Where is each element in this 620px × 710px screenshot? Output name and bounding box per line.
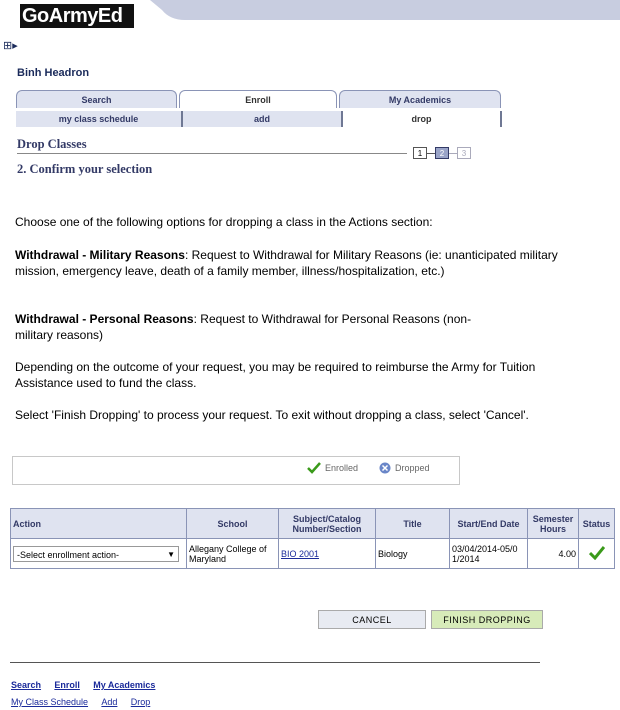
instructions-intro: Choose one of the following options for dropping a class in the Actions section: xyxy=(15,215,433,229)
tab-my-academics[interactable]: My Academics xyxy=(339,90,501,108)
tab-search[interactable]: Search xyxy=(16,90,177,108)
footer-link-add[interactable]: Add xyxy=(101,697,118,707)
dropdown-arrow-icon: ▼ xyxy=(167,549,175,559)
col-action: Action xyxy=(11,509,187,539)
cancel-button[interactable]: CANCEL xyxy=(318,610,426,629)
dates-cell: 03/04/2014-05/01/2014 xyxy=(450,539,528,569)
personal-reasons-text xyxy=(15,311,485,343)
enrollment-action-select[interactable] xyxy=(13,546,179,562)
user-name: Binh Headron xyxy=(17,67,90,79)
table-header-row xyxy=(11,509,615,539)
enrolled-status-icon xyxy=(589,546,605,560)
subtab-my-class-schedule[interactable]: my class schedule xyxy=(16,111,183,127)
footer-nav-primary xyxy=(11,675,155,693)
school-cell: Allegany College of Maryland xyxy=(187,539,279,569)
subtab-drop[interactable]: drop xyxy=(343,111,502,127)
military-reasons-desc: : Request to Withdrawal for Military Reasons (ie: unanticipated military mission, emergency leave, death of a family member, illness/hospitalization, etc.) xyxy=(15,248,558,278)
subject-link[interactable]: BIO 2001 xyxy=(281,548,320,559)
enrollment-table xyxy=(10,508,615,569)
reimburse-note: Depending on the outcome of your request, you may be required to reimburse the Army for Tuition Assistance used to fund the class. xyxy=(15,360,536,390)
military-reasons-label: Withdrawal - Military Reasons xyxy=(15,248,185,262)
step-subtitle: 2. Confirm your selection xyxy=(17,162,153,176)
military-reasons-text xyxy=(15,247,565,279)
col-subject: Subject/Catalog Number/Section xyxy=(279,509,376,539)
hours-cell: 4.00 xyxy=(528,539,579,569)
finish-dropping-button[interactable]: FINISH DROPPING xyxy=(431,610,543,629)
table-row xyxy=(11,539,615,569)
step-1: 1 xyxy=(413,147,427,159)
legend-dropped: Dropped xyxy=(395,463,430,473)
footer-link-drop[interactable]: Drop xyxy=(130,697,151,707)
footer-link-enroll[interactable]: Enroll xyxy=(54,680,80,690)
dropped-x-icon xyxy=(379,462,391,474)
page-title: Drop Classes xyxy=(17,137,87,151)
subject-cell xyxy=(279,539,376,569)
title-cell: Biology xyxy=(376,539,450,569)
step-3: 3 xyxy=(457,147,471,159)
footer-link-search[interactable]: Search xyxy=(11,680,42,690)
status-cell xyxy=(579,539,615,569)
footer-nav-secondary xyxy=(11,692,150,710)
goarmyed-logo[interactable]: GoArmyEd xyxy=(20,4,134,28)
col-status: Status xyxy=(579,509,615,539)
col-school: School xyxy=(187,509,279,539)
step-connector xyxy=(427,153,435,154)
finish-note: Select 'Finish Dropping' to process your request. To exit without dropping a class, select 'Cancel'. xyxy=(15,408,529,422)
enrollment-action-value: -Select enrollment action- xyxy=(17,549,120,560)
step-connector xyxy=(449,153,457,154)
title-divider xyxy=(17,153,407,154)
subtab-add[interactable]: add xyxy=(183,111,343,127)
footer-link-my-academics[interactable]: My Academics xyxy=(93,680,156,690)
col-hours: Semester Hours xyxy=(528,509,579,539)
col-title: Title xyxy=(376,509,450,539)
personal-reasons-desc: : Request to Withdrawal for Personal Reasons (non-military reasons) xyxy=(15,312,472,342)
action-cell xyxy=(11,539,187,569)
menu-toggle-icon[interactable]: ⊞▸ xyxy=(3,40,18,52)
footer-link-my-class-schedule[interactable]: My Class Schedule xyxy=(11,697,89,707)
tab-enroll[interactable]: Enroll xyxy=(179,90,337,108)
personal-reasons-label: Withdrawal - Personal Reasons xyxy=(15,312,194,326)
status-legend xyxy=(12,456,460,485)
footer-divider xyxy=(10,662,540,663)
legend-enrolled: Enrolled xyxy=(325,463,359,473)
step-2: 2 xyxy=(435,147,449,159)
enrolled-check-icon xyxy=(307,462,321,474)
col-dates: Start/End Date xyxy=(450,509,528,539)
